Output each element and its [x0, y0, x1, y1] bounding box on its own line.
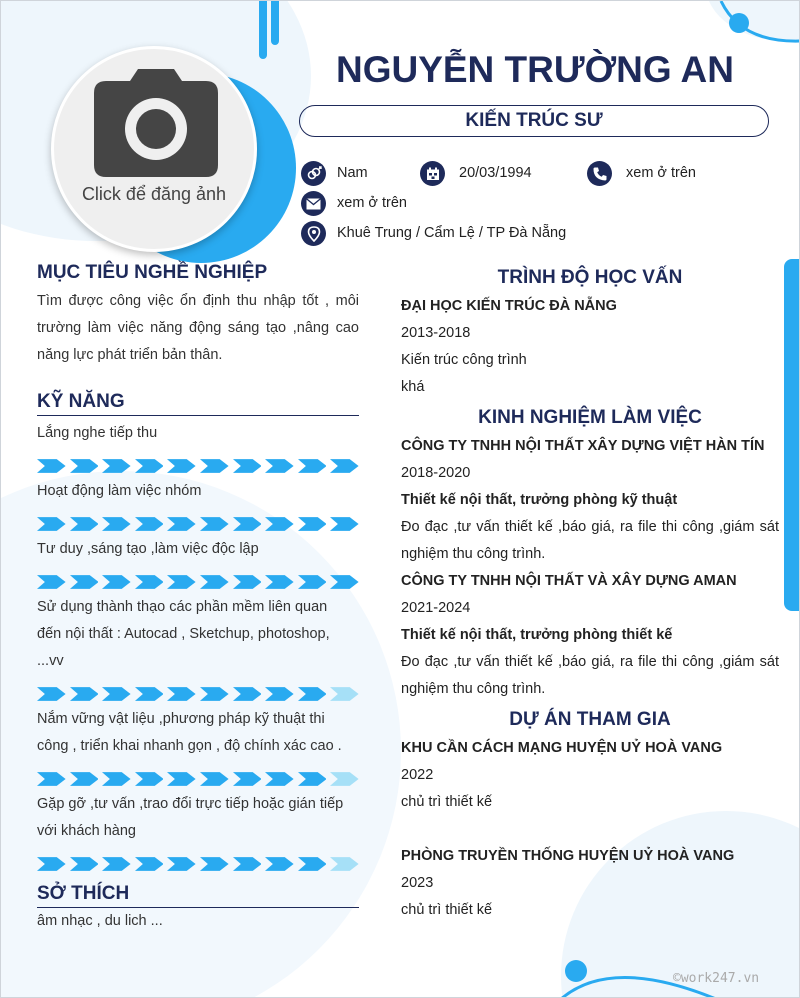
skill-arrow-filled [37, 575, 66, 589]
project-role: chủ trì thiết kế [401, 902, 493, 918]
skill-label: Sử dụng thành thạo các phần mềm liên quan [37, 599, 328, 615]
project-role: chủ trì thiết kế [401, 794, 493, 810]
skill-arrow-filled [233, 772, 262, 786]
skill-arrow-filled [102, 459, 131, 473]
skill-level-bar [37, 575, 359, 589]
skill-arrow-filled [298, 687, 327, 701]
skill-arrow-filled [70, 517, 99, 531]
decor-arc-top-right [701, 1, 800, 51]
skill-arrow-filled [37, 857, 66, 871]
email-icon [301, 191, 326, 216]
address-value: Khuê Trung / Cẩm Lệ / TP Đà Nẵng [337, 225, 567, 241]
skill-arrow-filled [70, 687, 99, 701]
job-item [401, 568, 779, 703]
skill-arrow-filled [200, 857, 229, 871]
skill-item [37, 420, 359, 473]
skill-item [37, 536, 359, 589]
skill-arrow-filled [265, 575, 294, 589]
skill-arrow-filled [265, 459, 294, 473]
skill-label: với khách hàng [37, 823, 136, 839]
skill-arrow-filled [135, 459, 164, 473]
objective-line: Tìm được công việc ổn định thu nhập tốt , môi [37, 293, 359, 309]
skill-level-bar [37, 687, 359, 701]
skill-arrow-filled [298, 459, 327, 473]
skill-arrow-filled [233, 575, 262, 589]
skill-arrow-filled [200, 459, 229, 473]
skill-arrow-filled [167, 575, 196, 589]
job-desc-line: Đo đạc ,tư vấn thiết kế ,báo giá, ra file thi công ,giám sát [401, 654, 779, 670]
phone-icon [587, 161, 612, 186]
skill-level-bar [37, 772, 359, 786]
skill-arrow-filled [298, 517, 327, 531]
job-position: Thiết kế nội thất, trưởng phòng kỹ thuật [401, 492, 678, 508]
skill-arrow-filled [298, 772, 327, 786]
skill-arrow-filled [135, 687, 164, 701]
skills-heading-wrap [37, 391, 359, 416]
skill-arrow-filled [200, 575, 229, 589]
skill-label: đến nội thất : Autocad , Sketchup, photoshop, [37, 626, 330, 642]
skill-arrow-filled [167, 772, 196, 786]
skill-arrow-filled [70, 857, 99, 871]
job-desc-line: Đo đạc ,tư vấn thiết kế ,báo giá, ra file thi công ,giám sát [401, 519, 779, 535]
candidate-name: NGUYỄN TRƯỜNG AN [335, 49, 734, 90]
skill-arrow-empty [330, 772, 359, 786]
skill-arrow-filled [70, 459, 99, 473]
job-company: CÔNG TY TNHH NỘI THẤT XÂY DỰNG VIỆT HÀN TÍN [401, 438, 765, 454]
skills-heading: KỸ NĂNG [37, 391, 125, 412]
skill-arrow-filled [330, 575, 359, 589]
skill-arrow-empty [330, 857, 359, 871]
skill-item [37, 706, 359, 786]
job-years: 2021-2024 [401, 600, 471, 616]
skill-arrow-filled [233, 459, 262, 473]
decor-bar-right [784, 259, 800, 611]
hobbies-text: âm nhạc , du lich ... [37, 913, 163, 929]
skill-arrow-filled [233, 687, 262, 701]
hobbies-heading: SỞ THÍCH [37, 883, 130, 904]
objective-line: trường làm việc năng động sáng tạo ,nâng cao [37, 320, 359, 336]
project-name: KHU CẦN CÁCH MẠNG HUYỆN UỶ HOÀ VANG [401, 740, 723, 756]
skill-label: Lắng nghe tiếp thu [37, 425, 158, 441]
skill-arrow-filled [135, 575, 164, 589]
skill-arrow-filled [70, 772, 99, 786]
gender-value: Nam [337, 165, 368, 181]
skill-arrow-filled [102, 772, 131, 786]
skill-arrow-filled [70, 575, 99, 589]
skill-arrow-filled [200, 687, 229, 701]
skill-arrow-filled [37, 687, 66, 701]
skill-label: ...vv [37, 653, 64, 669]
projects-heading: DỰ ÁN THAM GIA [509, 709, 671, 730]
skill-arrow-filled [102, 517, 131, 531]
skill-arrow-filled [102, 687, 131, 701]
education-school: ĐẠI HỌC KIẾN TRÚC ĐÀ NẴNG [401, 298, 617, 314]
education-grade: khá [401, 379, 425, 395]
project-year: 2023 [401, 875, 434, 891]
job-company: CÔNG TY TNHH NỘI THẤT VÀ XÂY DỰNG AMAN [401, 573, 737, 589]
skill-arrow-filled [167, 857, 196, 871]
decor-bar-1 [259, 1, 267, 59]
skill-arrow-filled [265, 517, 294, 531]
skill-arrow-filled [330, 459, 359, 473]
skill-arrow-filled [200, 517, 229, 531]
skill-arrow-filled [200, 772, 229, 786]
skill-arrow-filled [330, 517, 359, 531]
skill-arrow-filled [265, 772, 294, 786]
skill-item [37, 478, 359, 531]
job-desc-line: nghiệm thu công trình. [401, 681, 546, 697]
job-title-box [299, 105, 769, 137]
skill-arrow-filled [265, 857, 294, 871]
education-years: 2013-2018 [401, 325, 471, 341]
job-years: 2018-2020 [401, 465, 471, 481]
skill-label: Gặp gỡ ,tư vấn ,trao đổi trực tiếp hoặc gián tiếp [37, 796, 344, 812]
skill-arrow-filled [135, 772, 164, 786]
calendar-icon [420, 161, 445, 186]
skill-arrow-filled [167, 687, 196, 701]
photo-upload[interactable] [51, 46, 257, 252]
skill-label: Hoạt động làm việc nhóm [37, 483, 202, 499]
skill-arrow-filled [233, 857, 262, 871]
skill-level-bar [37, 459, 359, 473]
right-column [401, 267, 779, 924]
project-item [401, 735, 779, 816]
skill-level-bar [37, 857, 359, 871]
skill-arrow-filled [37, 772, 66, 786]
skills-list [37, 420, 359, 871]
job-title: KIẾN TRÚC SƯ [465, 110, 603, 131]
project-item [401, 843, 779, 924]
gender-icon [301, 161, 326, 186]
skill-arrow-filled [37, 517, 66, 531]
watermark: ©work247.vn [673, 971, 760, 986]
birthday-value: 20/03/1994 [459, 165, 532, 181]
project-name: PHÒNG TRUYỀN THỐNG HUYỆN UỶ HOÀ VANG [401, 848, 735, 864]
skill-arrow-filled [135, 517, 164, 531]
experience-heading: KINH NGHIỆM LÀM VIỆC [478, 407, 702, 428]
skill-arrow-filled [102, 575, 131, 589]
objective-text [37, 288, 359, 369]
skill-arrow-filled [233, 517, 262, 531]
email-value: xem ở trên [337, 195, 407, 211]
education-major: Kiến trúc công trình [401, 352, 527, 368]
skill-label: Tư duy ,sáng tạo ,làm việc độc lập [37, 541, 259, 557]
skill-label: Nắm vững vật liệu ,phương pháp kỹ thuật thi [37, 711, 325, 727]
left-column [37, 262, 359, 935]
education-heading: TRÌNH ĐỘ HỌC VẤN [497, 267, 683, 288]
phone-value: xem ở trên [626, 165, 696, 181]
skill-arrow-filled [298, 575, 327, 589]
skill-arrow-filled [167, 517, 196, 531]
skill-arrow-filled [265, 687, 294, 701]
skill-item [37, 594, 359, 701]
hobbies-heading-wrap [37, 883, 359, 908]
skill-arrow-filled [167, 459, 196, 473]
camera-icon [92, 69, 220, 179]
skill-arrow-filled [102, 857, 131, 871]
skill-arrow-empty [330, 687, 359, 701]
job-item [401, 433, 779, 568]
skill-arrow-filled [37, 459, 66, 473]
skill-label: công , triển khai nhanh gọn , độ chính xác cao . [37, 738, 342, 754]
decor-bar-2 [271, 1, 279, 45]
objective-line: năng lực phát triển bản thân. [37, 347, 223, 363]
skill-level-bar [37, 517, 359, 531]
location-icon [301, 221, 326, 246]
skill-arrow-filled [298, 857, 327, 871]
skill-arrow-filled [135, 857, 164, 871]
project-year: 2022 [401, 767, 434, 783]
job-position: Thiết kế nội thất, trưởng phòng thiết kế [401, 627, 673, 643]
job-desc-line: nghiệm thu công trình. [401, 546, 546, 562]
skill-item [37, 791, 359, 871]
photo-label: Click để đăng ảnh [81, 184, 227, 204]
objective-heading: MỤC TIÊU NGHỀ NGHIỆP [37, 262, 268, 283]
